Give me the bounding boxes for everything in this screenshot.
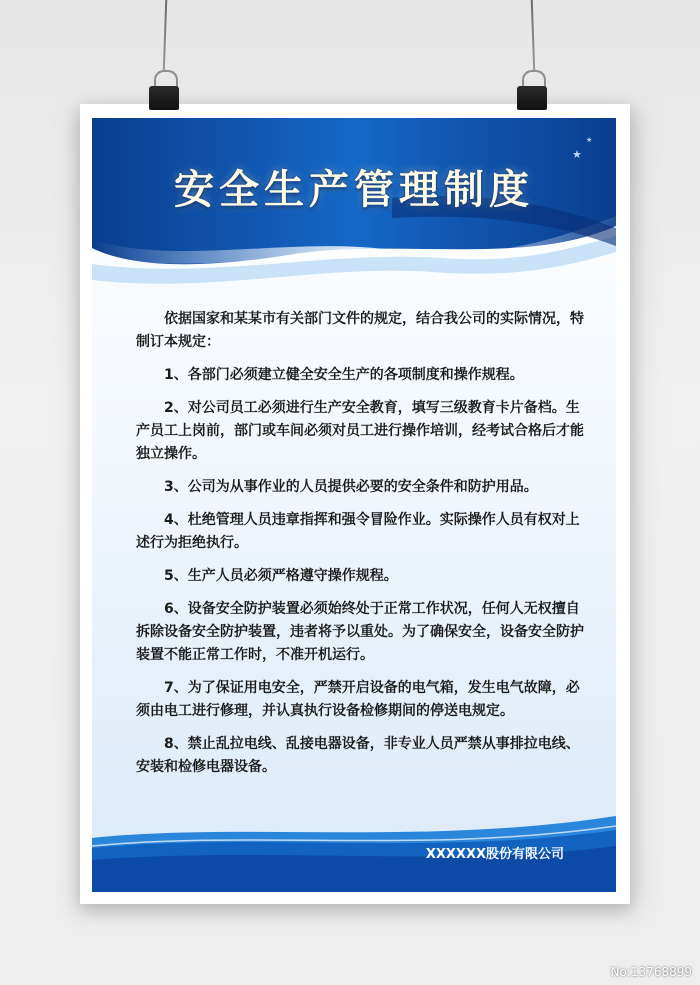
- poster: [80, 104, 630, 904]
- binder-clip-icon: [513, 70, 551, 110]
- rule-item: 2、对公司员工必须进行生产安全教育，填写三级教育卡片备档。生产员工上岗前，部门或车间必须对员工进行操作培训，经考试合格后才能独立操作。: [136, 400, 584, 462]
- rule-item: 8、禁止乱拉电线、乱接电器设备，非专业人员严禁从事排拉电线、安装和检修电器设备。: [136, 736, 580, 775]
- rule-item: 1、各部门必须建立健全安全生产的各项制度和操作规程。: [164, 367, 524, 383]
- poster-title: 安全生产管理制度: [174, 167, 534, 213]
- regulation-body: [136, 308, 586, 789]
- star-icon: ★: [586, 136, 593, 144]
- rule-item: 7、为了保证用电安全，严禁开启设备的电气箱，发生电气故障，必须由电工进行修理，并认真执行设备检修期间的停送电规定。: [136, 680, 580, 719]
- rule-item: 4、杜绝管理人员违章指挥和强令冒险作业。实际操作人员有权对上述行为拒绝执行。: [136, 512, 580, 551]
- hanging-wire-right: [531, 0, 536, 72]
- rule-item: 5、生产人员必须严格遵守操作规程。: [164, 568, 398, 584]
- company-name: XXXXXX股份有限公司: [425, 847, 564, 862]
- hanging-wire-left: [163, 0, 168, 72]
- binder-clip-icon: [145, 70, 183, 110]
- stock-number: No:13768899: [610, 965, 692, 979]
- rule-item: 6、设备安全防护装置必须始终处于正常工作状况，任何人无权擅自拆除设备安全防护装置，违者将予以重处。为了确保安全，设备安全防护装置不能正常工作时，不准开机运行。: [136, 601, 584, 663]
- rule-item: 3、公司为从事作业的人员提供必要的安全条件和防护用品。: [164, 479, 538, 495]
- intro-paragraph: 依据国家和某某市有关部门文件的规定，结合我公司的实际情况，特制订本规定：: [136, 311, 584, 350]
- star-icon: ★: [572, 148, 582, 161]
- poster-inner: [92, 118, 616, 892]
